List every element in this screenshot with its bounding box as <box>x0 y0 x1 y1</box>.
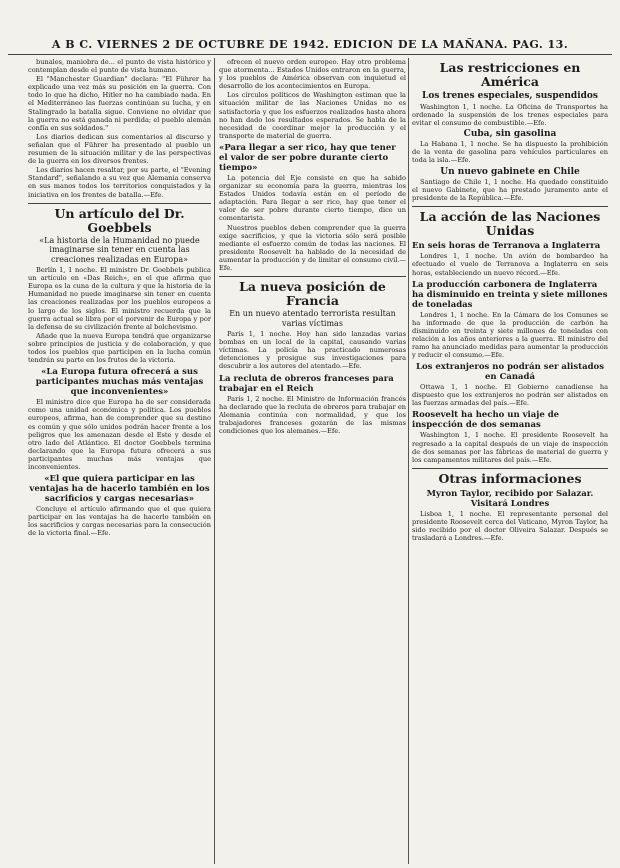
article-text: Los diarios dedican sus comentarios al discurso y señalan que el Führer ha presentado al pueblo un resumen de la situación militar y de las perspectivas de la guerra en los diversos frentes. <box>28 132 211 166</box>
divider <box>412 468 608 469</box>
headline-francia: La nueva posición de Francia <box>239 279 386 309</box>
subhead-terranova: En seis horas de Terranova a Inglaterra <box>412 241 601 252</box>
subhead-goebbels: «La historia de la Humanidad no puede imaginarse sin tener en cuenta las creaciones realizadas en Europa» <box>39 235 200 264</box>
headline-otras: Otras informaciones <box>438 470 582 486</box>
article-text: Londres 1, 1 noche. Un avión de bombardeo ha efectuado el vuelo de Terranova a Inglaterra en seis horas, estableciendo un nuevo récord.—Efe. <box>412 252 608 277</box>
article-text: Washington 1, 1 noche. La Oficina de Transportes ha ordenado la suspensión de los trenes especiales para evitar el consumo de combustible.—Efe. <box>412 102 608 127</box>
subhead-recluta: La recluta de obreros franceses para trabajar en el Reich <box>219 373 394 394</box>
column-rule-2 <box>408 58 409 864</box>
article-text: Ottawa 1, 1 noche. El Gobierno canadiense ha dispuesto que los extranjeros no podrán ser alistados en las fuerzas armadas del país.—Efe. <box>412 383 608 408</box>
article-text: La potencia del Eje consiste en que ha sabido organizar su economía para la guerra, mientras los Estados Unidos todavía están en el período de adaptación. Para llegar a ser rico, hay que tener el valor de ser pobre durante cierto tiempo, dice un comentarista. <box>219 173 406 223</box>
headline-restricciones: Las restricciones en América <box>439 60 581 89</box>
subhead-extranjeros: Los extranjeros no podrán ser alistados en Canadá <box>415 362 605 383</box>
subhead-europa: «La Europa futura ofrecerá a sus participantes muchas más ventajas que inconvenientes» <box>35 367 204 398</box>
article-text: Los círculos políticos de Washington estiman que la situación militar de las Naciones Unidas no es satisfactoria y que los esfuerzos realizados hasta ahora no han dado los resultados esperados. Se habla de la necesidad de coordinar mejor la producción y el transporte de material de guerra. <box>219 91 406 140</box>
article-text: Berlín 1, 1 noche. El ministro Dr. Goebbels publica un artículo en «Das Reich», en el que afirma que Europa es la cuna de la cultura y que la historia de la Humanidad no puede imaginarse sin tener en cuenta las creaciones realizadas por los pueblos europeos a lo largo de los siglos. El ministro recuerda que la guerra actual se libra por el porvenir de Europa y por la defensa de su civilización frente al bolchevismo. <box>28 266 211 331</box>
subhead-roosevelt: Roosevelt ha hecho un viaje de inspección de dos semanas <box>412 410 560 431</box>
article-text: Nuestros pueblos deben comprender que la guerra exige sacrificios, y que la victoria sólo será posible mediante el esfuerzo común de todas las naciones. El presidente Roosevelt ha hablado de la necesidad de aumentar la producción y de limitar el consumo civil.—Efe. <box>219 223 406 272</box>
subhead-atentado: En un nuevo atentado terrorista resultan varias víctimas <box>229 309 396 328</box>
subhead-taylor: Myron Taylor, recibido por Salazar. Visitará Londres <box>426 488 594 509</box>
divider <box>412 206 608 207</box>
subhead-participar: «El que quiera participar en las ventajas ha de hacerlo también en los sacrificios y cargas necesarias» <box>29 474 210 505</box>
subhead-cuba: Cuba, sin gasolina <box>463 128 557 139</box>
article-text: Añade que la nueva Europa tendrá que organizarse sobre principios de justicia y de colaboración, y que todos los pueblos que participen en la lucha común tendrán su parte en los frutos de la victoria. <box>28 331 211 365</box>
column-2 <box>219 58 406 864</box>
divider <box>28 203 211 204</box>
page-masthead: A B C. VIERNES 2 DE OCTUBRE DE 1942. EDICION DE LA MAÑANA. PAG. 13. <box>8 38 612 55</box>
subhead-trenes: Los trenes especiales, suspendidos <box>422 91 598 101</box>
divider <box>219 276 406 277</box>
article-text: Concluye el artículo afirmando que el que quiera participar en las ventajas ha de hacerlo también en los sacrificios y cargas necesarias para la consecución de la victoria final.—Efe. <box>28 505 211 538</box>
subhead-llegar: «Para llegar a ser rico, hay que tener el valor de ser pobre durante cierto tiempo» <box>219 142 396 173</box>
article-text: bunales, maniobra de... el punto de vista histórico y contemplan desde el punto de vista humano. <box>28 58 211 75</box>
article-text: Santiago de Chile 1, 1 noche. Ha quedado constituido el nuevo Gabinete, que ha prestado juramento ante el presidente de la República.—Efe. <box>412 178 608 203</box>
article-text: ofrecen el nuevo orden europeo. Hay otro problema que atormenta... Estados Unidos entraron en la guerra, y los pueblos de América observan con inquietud el desarrollo de los acontecimientos en Europa. <box>219 58 406 91</box>
article-text: El ministro dice que Europa ha de ser considerada como una unidad económica y política. Los pueblos europeos, afirma, han de comprender que su destino es común y que sólo unidos podrán hacer frente a los peligros que les amenazan desde el Este y desde el otro lado del Atlántico. El doctor Goebbels termina declarando que la Europa futura ofrecerá a sus participantes muchas más ventajas que inconvenientes. <box>28 398 211 471</box>
column-1 <box>28 58 211 864</box>
subhead-carbon: La producción carbonera de Inglaterra ha disminuido en treinta y siete millones de toneladas <box>412 279 608 310</box>
article-text: Lisboa 1, 1 noche. El representante personal del presidente Roosevelt cerca del Vaticano, Myron Taylor, ha sido recibido por el doctor Oliveira Salazar. Después se trasladará a Londres.—Efe. <box>412 509 608 543</box>
article-text: El "Manchester Guardian" declara: "El Führer ha explicado una vez más su posición en la guerra. Con todo lo que ha dicho, Hitler no ha cambiado nada. En el Mediterráneo las fuerzas continúan su lucha, y en Stalingrado la batalla sigue. Conviene no olvidar que la guerra no está ganada ni perdida; el pueblo alemán confía en sus soldados." <box>28 75 211 132</box>
subhead-chile: Un nuevo gabinete en Chile <box>440 166 580 177</box>
article-text: Los diarios hacen resaltar, por su parte, el "Evening Standard", señalando a su vez que Alemania conserva en sus manos todos los territorios conquistados y la iniciativa en los frentes de batalla.—Efe. <box>28 166 211 199</box>
column-rule-1 <box>214 58 215 864</box>
column-3 <box>412 58 608 864</box>
article-text: París 1, 1 noche. Hoy han sido lanzadas varias bombas en un local de la capital, causando varias víctimas. La policía ha practicado numerosas detenciones y prosigue sus investigaciones para descubrir a los autores del atentado.—Efe. <box>219 330 406 371</box>
headline-goebbels: Un artículo del Dr. Goebbels <box>54 205 185 235</box>
article-text: París 1, 2 noche. El Ministro de Información francés ha declarado que la recluta de obreros para trabajar en Alemania continúa con normalidad, y que los trabajadores franceses gozarán de las mismas condiciones que los alemanes.—Efe. <box>219 394 406 435</box>
article-text: Washington 1, 1 noche. El presidente Roosevelt ha regresado a la capital después de un viaje de inspección de dos semanas por las fábricas de material de guerra y los campamentos militares del país.—Efe. <box>412 431 608 464</box>
article-text: Londres 1, 1 noche. En la Cámara de los Comunes se ha informado de que la producción de carbón ha disminuido en treinta y siete millones de toneladas con relación a los años anteriores a la guerra. El ministro del ramo ha anunciado medidas para aumentar la producción y reducir el consumo.—Efe. <box>412 310 608 360</box>
headline-naciones-unidas: La acción de las Naciones Unidas <box>419 209 601 239</box>
article-text: La Habana 1, 1 noche. Se ha dispuesto la prohibición de la venta de gasolina para vehículos particulares en toda la isla.—Efe. <box>412 140 608 165</box>
